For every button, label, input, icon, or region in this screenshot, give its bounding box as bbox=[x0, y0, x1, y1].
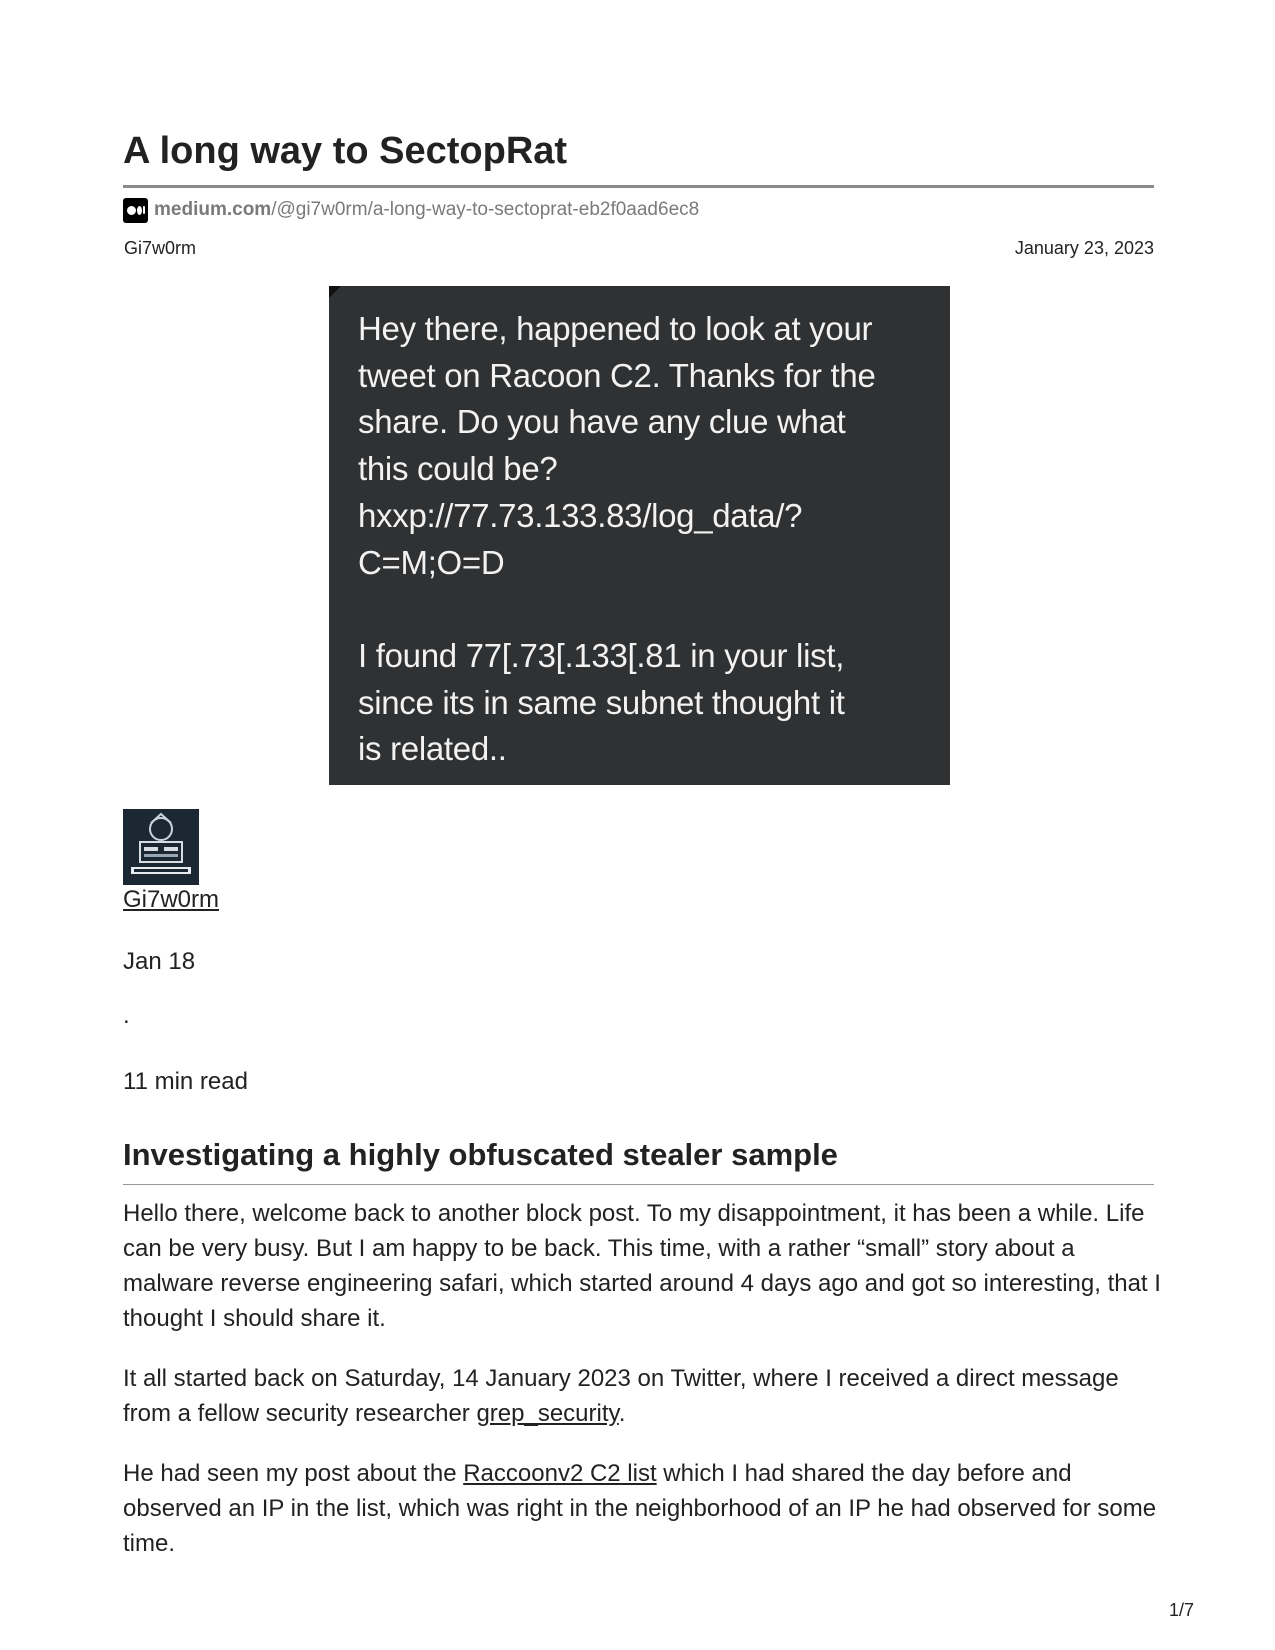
paragraph-text: . bbox=[618, 1400, 626, 1427]
message-line: C=M;O=D bbox=[358, 543, 505, 581]
paragraph-observation bbox=[123, 1456, 1163, 1561]
message-gap bbox=[358, 586, 938, 633]
direct-message-screenshot bbox=[329, 286, 950, 785]
message-line: I found 77[.73[.133[.81 in your list, bbox=[358, 636, 845, 674]
avatar-image bbox=[123, 809, 199, 885]
source-path: /@gi7w0rm/a-long-way-to-sectoprat-eb2f0aad6ec8 bbox=[271, 199, 700, 220]
paragraph-text: It all started back on Saturday, 14 January 2023 on Twitter, where I received a direct message from a fellow security researcher bbox=[123, 1365, 1119, 1427]
publish-date: Jan 18 bbox=[123, 948, 196, 975]
byline-separator: . bbox=[123, 1002, 130, 1029]
image-corner bbox=[329, 286, 341, 298]
read-time: 11 min read bbox=[123, 1068, 248, 1095]
medium-logo-icon bbox=[123, 198, 148, 223]
article-date: January 23, 2023 bbox=[1014, 238, 1154, 258]
section-divider bbox=[123, 1184, 1154, 1185]
message-line: since its in same subnet thought it bbox=[358, 683, 845, 721]
page-title: A long way to SectopRat bbox=[123, 130, 568, 172]
paragraph-intro: Hello there, welcome back to another block post. To my disappointment, it has been a while. Life can be very busy. But I am happy to be back. This time, with a rather “small” story about a malware reverse engineering safari, which started around 4 days ago and got so interesting, that I thought I should share it. bbox=[123, 1200, 1161, 1332]
section-heading: Investigating a highly obfuscated stealer sample bbox=[123, 1137, 838, 1172]
message-line: this could be? bbox=[358, 450, 558, 488]
message-line: is related.. bbox=[358, 730, 507, 768]
message-line: hxxp://77.73.133.83/log_data/? bbox=[358, 496, 803, 534]
message-line: Hey there, happened to look at your bbox=[358, 310, 873, 347]
source-link[interactable] bbox=[123, 197, 699, 223]
grep-security-link[interactable]: grep_security bbox=[476, 1400, 619, 1427]
paragraph-story-start bbox=[123, 1361, 1163, 1431]
paragraph-text: He had seen my post about the bbox=[123, 1460, 464, 1487]
title-divider bbox=[123, 185, 1154, 188]
paragraph-text: which I had shared the day before and observed an IP in the list, which was right in the neighborhood of an IP he had observed for some time. bbox=[123, 1460, 1157, 1557]
message-line: tweet on Racoon C2. Thanks for the bbox=[358, 356, 876, 394]
source-domain: medium.com bbox=[154, 199, 272, 220]
author-link[interactable]: Gi7w0rm bbox=[123, 886, 220, 913]
message-text bbox=[358, 306, 938, 773]
page-number: 1/7 bbox=[1169, 1600, 1195, 1620]
message-line: share. Do you have any clue what bbox=[358, 403, 846, 441]
author-avatar[interactable] bbox=[123, 809, 199, 885]
raccoon-c2-list-link[interactable]: Raccoonv2 C2 list bbox=[463, 1460, 657, 1487]
article-author: Gi7w0rm bbox=[124, 238, 197, 258]
